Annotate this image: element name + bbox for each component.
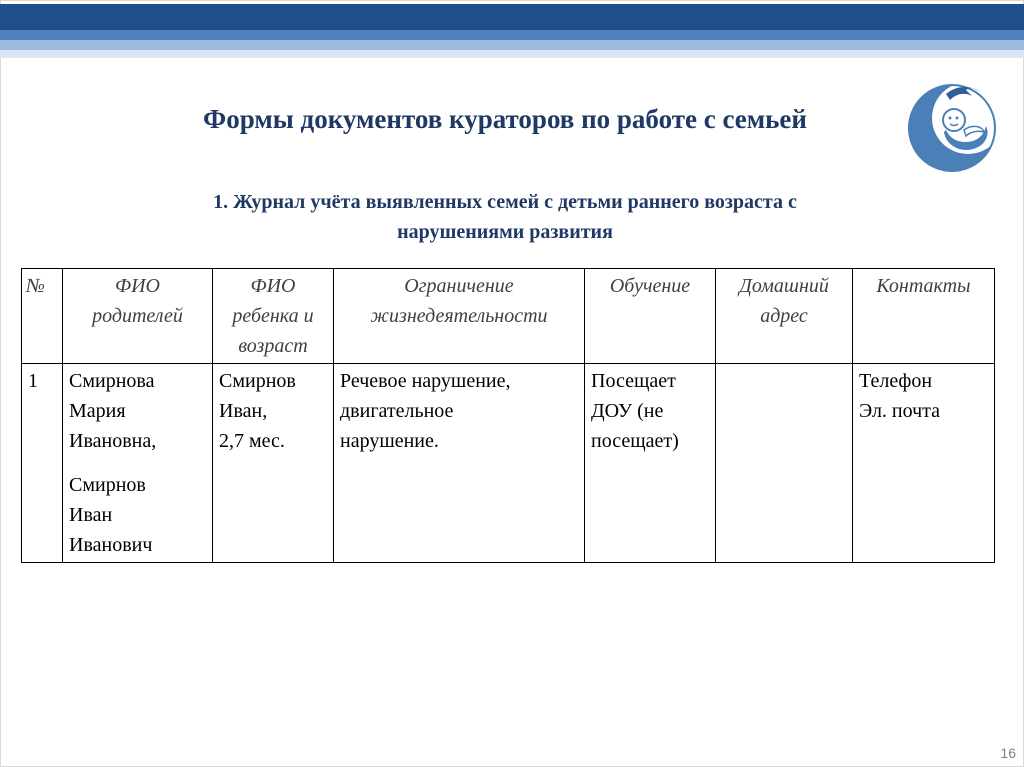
header-home-address: Домашний адрес: [716, 269, 853, 364]
header-child-name-age: ФИО ребенка и возраст: [213, 269, 334, 364]
header-contacts: Контакты: [853, 269, 995, 364]
journal-subtitle: [100, 187, 910, 247]
header-limitation: Ограничение жизнедеятельности: [334, 269, 585, 364]
subtitle-line-2: нарушениями развития: [397, 221, 613, 243]
cell-child: Смирнов Иван, 2,7 мес.: [213, 364, 334, 563]
page-number: 16: [1000, 745, 1016, 761]
slide-title: Формы документов кураторов по работе с семьей: [203, 104, 807, 134]
cell-contacts: Телефон Эл. почта: [853, 364, 995, 563]
cell-parents: Смирнова Мария Ивановна, Смирнов Иван Иванович: [63, 364, 213, 563]
header-band-light: [0, 40, 1024, 50]
header-number: №: [22, 269, 63, 364]
cell-limitation: Речевое нарушение, двигательное нарушение.: [334, 364, 585, 563]
families-journal-table: [21, 268, 995, 563]
cell-address: [716, 364, 853, 563]
cell-education: Посещает ДОУ (не посещает): [585, 364, 716, 563]
subtitle-line-1: 1. Журнал учёта выявленных семей с детьми раннего возраста с: [213, 191, 797, 213]
header-band-dark: [0, 4, 1024, 30]
header-band-pale: [0, 50, 1024, 58]
header-parents-name: ФИО родителей: [63, 269, 213, 364]
table-header-row: [22, 269, 995, 364]
header-band-mid: [0, 30, 1024, 40]
table-row: [22, 364, 995, 563]
header-education: Обучение: [585, 269, 716, 364]
cell-number: 1: [22, 364, 63, 563]
moon-baby-icon: [906, 78, 1002, 174]
